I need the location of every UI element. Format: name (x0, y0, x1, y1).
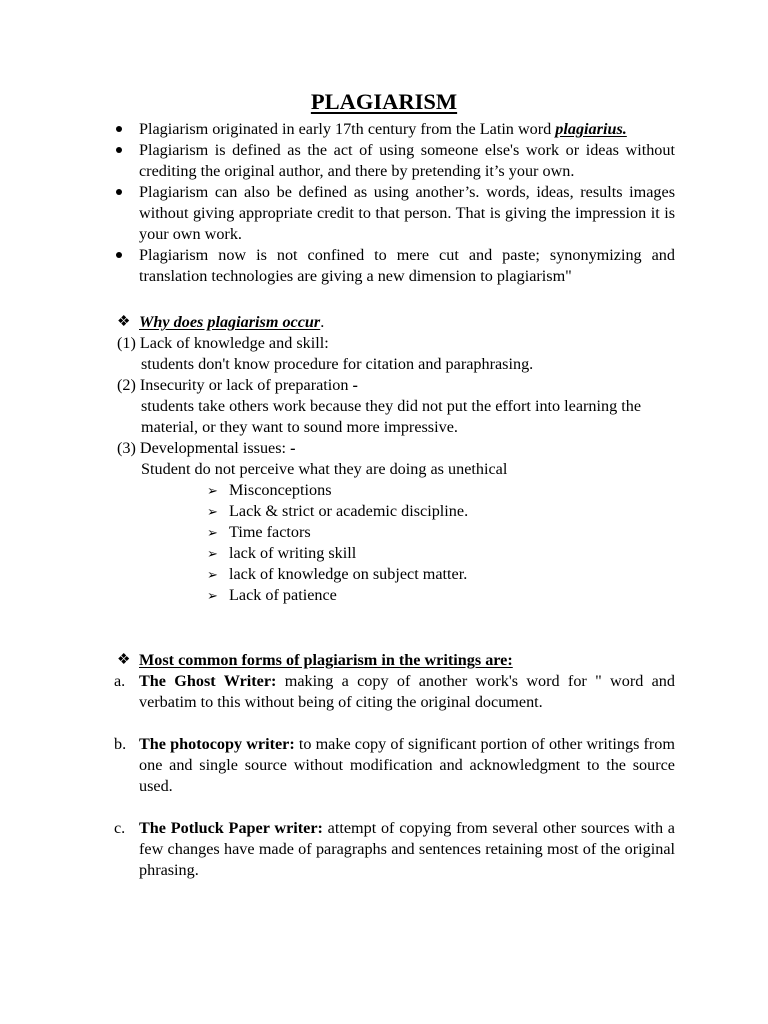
arrow-icon: ➢ (207, 483, 218, 498)
diamond-icon: ❖ (117, 652, 131, 668)
arrow-icon: ➢ (207, 546, 218, 561)
intro-bullet-list (114, 119, 675, 287)
bullet-dot-icon (114, 140, 139, 182)
list-item (114, 140, 675, 182)
item-term: The photocopy writer: (139, 735, 295, 753)
reason-title: (1) Lack of knowledge and skill: (117, 334, 329, 352)
factor-text: Misconceptions (229, 481, 332, 499)
factor-text: lack of writing skill (229, 544, 357, 562)
item-label: c. (114, 819, 126, 837)
forms-heading (117, 650, 513, 671)
reason-detail: Student do not perceive what they are doing as unethical (141, 460, 508, 478)
item-description: to make copy of significant portion of other writings from one and single source without modification and acknowledgment to the source used. (139, 735, 675, 795)
item-label: b. (114, 735, 127, 753)
item-text (139, 734, 675, 797)
factor-text: Lack of patience (229, 586, 337, 604)
factor-text: Lack & strict or academic discipline. (229, 502, 469, 520)
bullet-text-plain: Plagiarism originated in early 17th century from the Latin word (139, 120, 556, 138)
bullet-dot-icon (114, 182, 139, 245)
reason-title-mark: - (290, 439, 296, 457)
list-item (207, 543, 677, 564)
list-item (207, 522, 677, 543)
why-heading-text: Why does plagiarism occur (139, 313, 321, 331)
forms-heading-text: Most common forms of plagiarism in the writings are: (139, 651, 513, 669)
factor-list (207, 480, 677, 606)
list-item (207, 480, 677, 501)
item-label: a. (114, 672, 126, 690)
item-text (139, 671, 675, 713)
bullet-text: Plagiarism now is not confined to mere cut and paste; synonymizing and translation technologies are giving a new dimension to plagiarism" (139, 246, 675, 285)
list-item (114, 245, 675, 287)
bullet-text (139, 119, 675, 140)
list-item (114, 671, 675, 713)
bullet-dot-icon (114, 245, 139, 287)
why-section (117, 333, 677, 606)
reason-title-text: (3) Developmental issues: (117, 439, 291, 457)
latin-word: plagiarius. (555, 120, 627, 138)
factor-text: Time factors (229, 523, 311, 541)
diamond-icon: ❖ (117, 314, 131, 330)
arrow-icon: ➢ (207, 588, 218, 603)
item-description: attempt of copying from several other sources with a few changes have made of paragraphs and sentences retaining most of the original phrasing. (139, 819, 675, 879)
why-heading-end: . (320, 313, 325, 331)
list-item (207, 564, 677, 585)
item-term: The Ghost Writer: (139, 672, 277, 690)
forms-list (114, 671, 675, 902)
arrow-icon: ➢ (207, 567, 218, 582)
item-text (139, 818, 675, 881)
item-term: The Potluck Paper writer: (139, 819, 323, 837)
list-item (114, 182, 675, 245)
bullet-text: Plagiarism can also be defined as using another’s. words, ideas, results images without giving appropriate credit to that person. That is giving the impression it is your own work. (139, 183, 675, 243)
why-heading (117, 312, 324, 333)
reason-title-mark: - (352, 376, 358, 394)
reason-detail: students take others work because they did not put the effort into learning the material, or they want to sound more impressive. (141, 397, 642, 436)
reason-title-text: (2) Insecurity or lack of preparation (117, 376, 353, 394)
list-item (114, 119, 675, 140)
arrow-icon: ➢ (207, 504, 218, 519)
arrow-icon: ➢ (207, 525, 218, 540)
bullet-text: Plagiarism is defined as the act of using someone else's work or ideas without crediting the original author, and there by pretending it’s your own. (139, 141, 675, 180)
factor-text: lack of knowledge on subject matter. (229, 565, 468, 583)
item-description: making a copy of another work's word for " word and verbatim to this without being of citing the original document. (139, 672, 675, 711)
bullet-dot-icon (114, 119, 139, 140)
document-title: PLAGIARISM (310, 89, 458, 114)
list-item (207, 585, 677, 606)
reason-title (117, 375, 677, 396)
list-item (114, 734, 675, 797)
list-item (114, 818, 675, 881)
list-item (207, 501, 677, 522)
reason-detail: students don't know procedure for citation and paraphrasing. (141, 355, 534, 373)
reason-title (117, 438, 677, 459)
